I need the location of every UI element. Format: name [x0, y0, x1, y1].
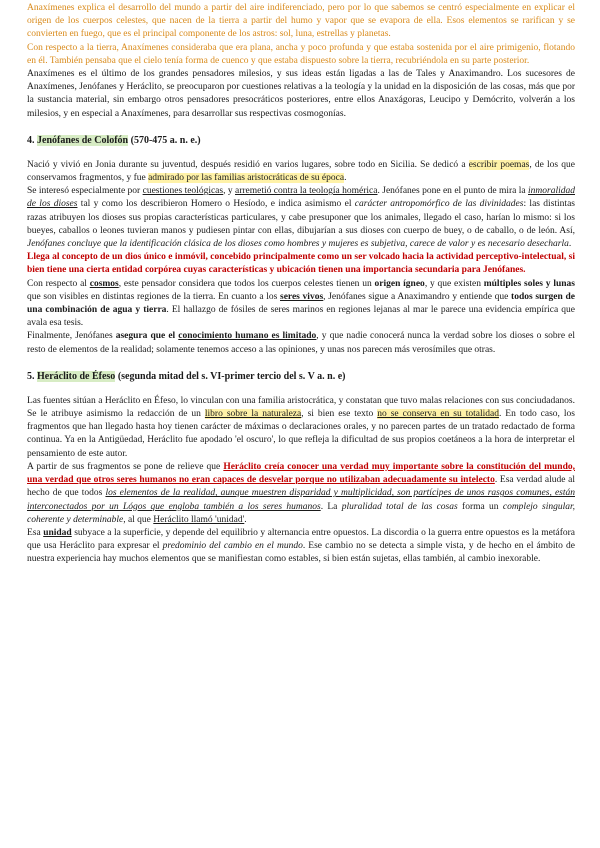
text-run: , este pensador considera que todos los cuerpos celestes tienen un: [118, 278, 375, 289]
section-5-heading: [27, 370, 575, 383]
underlined-italic-run: inmoralidad de los dioses: [27, 186, 575, 210]
text-run: , de los que conservamos fragmentos, y fue: [27, 159, 575, 184]
text-run: . Esa verdad alude al hecho de que todos: [27, 475, 575, 499]
underlined-run: cuestiones teológicas: [142, 186, 224, 197]
text-run: A partir de sus fragmentos se pone de relieve que: [27, 461, 224, 472]
section-4-number: 4.: [27, 134, 35, 146]
italic-run: carácter antropomórfico de las divinidades: [354, 199, 524, 210]
text-run: Las fuentes sitúan a Heráclito en Éfeso, lo vinculan con una familia aristocrática, y constatan que tuvo malas relaciones con sus conciudadanos. Se le atribuye asimismo la redacción de un: [27, 395, 575, 420]
text-run: , si bien ese texto: [301, 409, 378, 420]
text-run: : las distintas razas atribuyen los dioses sus propias características particulares, y cabe presuponer que los animales, llegado el caso, harían lo mismo: si los bueyes, caballos o leones tuvieran manos y pudiesen pintar con ellas, dibujarían a sus dioses con cuerpo de buey, o de caballo, o de león. Así,: [27, 199, 575, 236]
section-4-paragraph-5: [27, 330, 575, 356]
text-run: tal y como los describieron Homero o Hesíodo, e indica asimismo el: [77, 199, 355, 210]
text-run: que son visibles en distintas regiones de la tierra. En cuanto a los: [27, 291, 280, 302]
text-run: , y que existen: [424, 278, 484, 289]
section-5-name: Heráclito de Éfeso: [37, 370, 116, 382]
text-run: .: [244, 514, 247, 525]
section-4-name: Jenófanes de Colofón: [37, 134, 129, 146]
highlight-run: libro sobre la naturaleza: [204, 409, 302, 420]
intro-paragraph-1: Anaxímenes explica el desarrollo del mundo a partir del aire indiferenciado, pero por lo que sabemos se centró especialmente en explicar el origen de los cuerpos celestes, que nacen de la tierra a partir del humo y vapor que se evapora de ella. Esos elementos se rarifican y se convierten en fuego, que es el principal componente de los astros: sol, luna, estrellas y planetas.: [27, 3, 575, 40]
text-run: . En todo caso, los fragmentos que han llegado hasta hoy tienen carácter de máximas o declaraciones orales, y no parecen partes de un tratado redactado de forma continua. Ya en la Antigüedad, Heráclito fue apodado 'el oscuro', lo que refleja la dificultad de sus propios coetáneos a la hora de interpretar el pensamiento de este autor.: [27, 409, 575, 459]
red-bold-underlined-run: Heráclito creía conocer una verdad muy importante sobre la constitución del mundo, una verdad que otros seres humanos no eran capaces de desvelar porque no utilizaban adecuadamente su intelecto: [27, 461, 575, 486]
underlined-run: Heráclito llamó 'unidad': [153, 514, 245, 525]
text-run: Se interesó especialmente por: [27, 186, 143, 197]
section-5-number: 5.: [27, 370, 35, 382]
bold-underlined-run: cosmos: [89, 278, 119, 289]
text-run: , y: [223, 186, 235, 197]
section-4-paragraph-1: [27, 159, 575, 185]
text-run: . Jenófanes pone en el punto de mira la: [377, 186, 529, 197]
bold-run: todos surgen de una combinación de agua y tierra: [27, 291, 575, 316]
text-run: . La: [320, 501, 342, 512]
text-run: Nació y vivió en Jonia durante su juventud, después residió en varios lugares, sobre todo en Sicilia. Se dedicó a: [27, 159, 469, 170]
section-4-paragraph-3: Llega al concepto de un dios único e inmóvil, concebido principalmente como un ser volcado hacia la actividad perceptivo-intelectual, si bien tiene una cierta entidad corpórea cuyas características y ubicación tienen una importancia secundaria para Jenófanes.: [27, 252, 575, 276]
highlight-run: no se conserva en su totalidad: [377, 409, 499, 420]
highlight-run: escribir poemas: [468, 159, 530, 170]
text-run: , Jenófanes sigue a Anaximandro y entiende que: [323, 291, 512, 302]
text-run: , al que: [123, 514, 154, 525]
text-run: subyace a la superficie, y depende del equilibrio y alternancia entre opuestos. La discordia o la guerra entre opuestos es la metáfora que usa Heráclito para expresar el: [27, 527, 575, 552]
text-run: , y que nadie conocerá nunca la verdad sobre los dioses o sobre el resto de elementos de la realidad; solamente tenemos acceso a las opiniones, y unas nos parecen más verosímiles que otras.: [27, 331, 575, 355]
bold-run: múltiples soles y lunas: [483, 278, 575, 289]
text-run: Finalmente, Jenófanes: [27, 331, 116, 342]
italic-run: pluralidad total de las cosas: [341, 501, 458, 512]
section-5-dates: (segunda mitad del s. VI-primer tercio del s. V a. n. e): [117, 370, 346, 382]
bold-underlined-run: seres vivos: [280, 291, 324, 302]
section-4-dates: (570-475 a. n. e.): [130, 134, 201, 146]
text-run: .: [344, 173, 347, 184]
section-4-heading: [27, 134, 575, 147]
text-run: . El hallazgo de fósiles de seres marinos en regiones lejanas al mar le parece una evidencia empírica que avala esa tesis.: [27, 305, 575, 329]
bold-underlined-run: unidad: [43, 527, 72, 538]
bold-run: asegura que el: [115, 331, 179, 342]
section-5-paragraph-3: [27, 527, 575, 567]
underlined-run: arremetió contra la teología homérica: [235, 186, 378, 197]
intro-paragraph-3: Anaxímenes es el último de los grandes pensadores milesios, y sus ideas están ligadas a las de Tales y Anaximandro. Los sucesores de Anaxímenes, Jenófanes y Heráclito, se preocuparon por cuestiones relativas a la teología y la unidad en la disposición de las cosas, más que por la sustancia material, sin embargo otros pensadores presocráticos posteriores, entre ellos Anaxágoras, Leucipo y Demócrito, volverán a los milesios, y en especial a Anaxímenes, para desarrollar sus respectivas cosmogonías.: [27, 69, 575, 119]
bold-underlined-run: conocimiento humano es limitado: [178, 331, 317, 342]
section-4-paragraph-4: [27, 278, 575, 331]
underlined-italic-run: los elementos de la realidad, aunque muestren disparidad y multiplicidad, son partícipes de unos rasgos comunes, están interconectados por un Lógos que engloba también a los seres humanos: [27, 488, 575, 512]
intro-paragraph-2: Con respecto a la tierra, Anaxímenes consideraba que era plana, ancha y poco profunda y que estaba sostenida por el aire primigenio, flotando en él. También pensaba que el cielo tenía forma de cuenco y que estaba dispuesto sobre la tierra, recubriéndola en su parte posterior.: [27, 42, 575, 66]
italic-run: predominio del cambio en el mundo: [162, 541, 303, 552]
text-run: . Ese cambio no se detecta a simple vista, y de hecho en el ámbito de nuestra experiencia hay muchos elementos que se manifiestan como estables, si bien están sujetas, ellas también, al cambio inexorable.: [27, 541, 575, 565]
section-4-paragraph-2: [27, 185, 575, 251]
text-run: Con respecto al: [27, 278, 90, 289]
highlight-run: admirado por las familias aristocráticas de su época: [148, 173, 345, 184]
section-5-paragraph-2: [27, 461, 575, 527]
italic-run: complejo singular, coherente y determinable: [27, 501, 575, 525]
italic-run: Jenófanes concluye que la identificación clásica de los dioses como hombres y mujeres es subjetiva, carece de valor y es necesario desecharla: [27, 239, 569, 250]
text-run: Esa: [27, 527, 44, 538]
section-5-paragraph-1: [27, 395, 575, 461]
text-run: .: [568, 239, 572, 250]
text-run: forma un: [457, 501, 503, 512]
bold-run: origen ígneo: [374, 278, 425, 289]
